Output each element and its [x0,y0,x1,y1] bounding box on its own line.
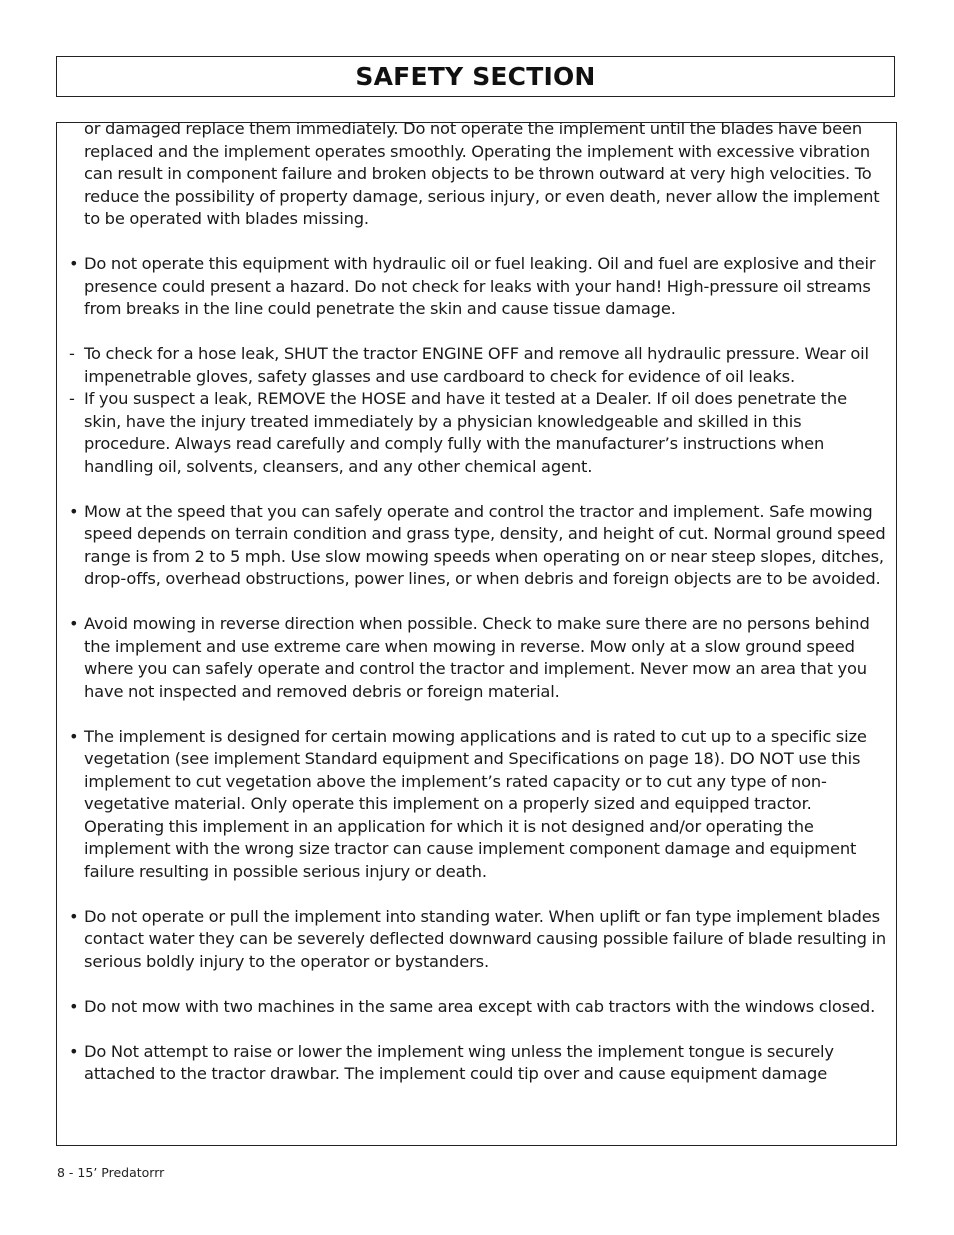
bullet-marker: • [69,501,79,521]
safety-bullet [69,613,887,703]
bullet-text: Do Not attempt to raise or lower the implement wing unless the implement tongue is securely attached to the tractor drawbar. The implement could tip over and cause equipment damage [84,1041,834,1083]
safety-bullet [69,1041,887,1086]
bullet-text: Mow at the speed that you can safely operate and control the tractor and implement. Safe mowing speed depends on terrain condition and grass type, density, and height of cut. Normal ground speed range is from 2 to 5 mph. Use slow mowing speeds when operating on or near steep slopes, ditches, drop-offs, overhead obstructions, power lines, or when debris and foreign objects are to be avoided. [84,501,886,588]
bullet-marker: • [69,906,79,926]
bullet-text: Do not operate this equipment with hydraulic oil or fuel leaking. Oil and fuel are explosive and their presence could present a hazard. Do not check for leaks with your hand! High-pressure oil streams from breaks in the line could penetrate the skin and cause tissue damage. [84,254,876,318]
page-title: SAFETY SECTION [355,62,596,91]
dash-marker: - [69,344,75,363]
bullet-marker: • [69,726,79,746]
safety-sub-item [69,343,887,388]
bullet-text: The implement is designed for certain mowing applications and is rated to cut up to a specific size vegetation (see implement Standard equipment and Specifications on page 18). DO NOT use this implement to cut vegetation above the implement’s rated capacity or to cut any type of non-vegetative material. Only operate this implement on a properly sized and equipped tractor. Operating this implement in an application for which it is not designed and/or operating the implement with the wrong size tractor can cause implement component damage and equipment failure resulting in possible serious injury or death. [84,726,867,881]
safety-sub-item [69,388,887,478]
paragraph-marker [69,122,84,231]
page-footer: 8 - 15’ Predatorrr [57,1165,165,1180]
safety-bullet [69,996,887,1019]
safety-paragraph [69,122,887,231]
section-title-box [56,56,895,97]
safety-text-body [69,122,887,1086]
bullet-marker: • [69,1041,79,1061]
bullet-marker: • [69,614,79,633]
bullet-marker: • [69,254,79,273]
paragraph-text: or damaged replace them immediately. Do not operate the implement until the blades have been replaced and the implement operates smoothly. Operating the implement with excessive vibration can result in component failure and broken objects to be thrown outward at very high velocities. To reduce the possibility of property damage, serious injury, or even death, never allow the implement to be operated with blades missing. [84,122,880,228]
bullet-marker: • [69,996,79,1016]
bullet-text: Do not operate or pull the implement into standing water. When uplift or fan type implement blades contact water they can be severely deflected downward causing possible failure of blade resulting in serious boldly injury to the operator or bystanders. [84,906,887,971]
safety-bullet [69,906,887,974]
bullet-text: Avoid mowing in reverse direction when possible. Check to make sure there are no persons behind the implement and use extreme care when mowing in reverse. Mow only at a slow ground speed where you can safely operate and control the tractor and implement. Never mow an area that you have not inspected and removed debris or foreign material. [84,614,870,701]
sub-item-text: To check for a hose leak, SHUT the tractor ENGINE OFF and remove all hydraulic pressure. Wear oil impenetrable gloves, safety glasses and use cardboard to check for evidence of oil leaks. [84,344,869,386]
safety-bullet [69,253,887,321]
dash-marker: - [69,389,75,408]
sub-item-text: If you suspect a leak, REMOVE the HOSE and have it tested at a Dealer. If oil does penetrate the skin, have the injury treated immediately by a physician knowledgeable and skilled in this procedure. Always read carefully and comply fully with the manufacturer’s instructions when handling oil, solvents, cleansers, and any other chemical agent. [84,389,847,476]
safety-bullet [69,726,887,884]
safety-content-box [56,122,897,1146]
bullet-text: Do not mow with two machines in the same area except with cab tractors with the windows closed. [84,996,876,1016]
safety-bullet [69,501,887,591]
